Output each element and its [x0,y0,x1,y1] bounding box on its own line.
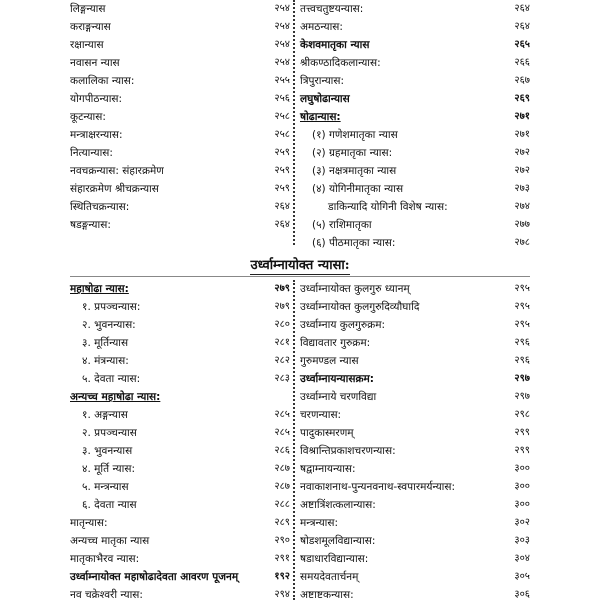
entry-title: मातृकाभैरव न्यास: [70,553,140,565]
entry-page-number: २५४ [274,57,290,68]
entry-title: स्थितिचक्रन्यास: [70,201,130,213]
entry-page-number: २५४ [274,21,290,32]
entry-page-number: २६४ [514,3,530,14]
entry-page-number: २५६ [274,93,290,104]
entry-title: चरणन्यास: [300,409,342,421]
toc-entry [70,514,290,532]
entry-title: नित्यान्यास: [70,147,113,159]
toc-entry [300,514,530,532]
entry-title: उर्ध्वाम्नायोक्त कुलगुरु ध्यानम् [300,283,410,295]
toc-entry [300,460,530,478]
toc-entry [300,280,530,298]
entry-page-number: २८५ [274,409,290,420]
entry-page-number: २६४ [274,219,290,230]
entry-page-number: २५८ [274,111,290,122]
toc-entry [300,316,530,334]
entry-page-number: ३०२ [514,517,530,528]
entry-page-number: ३०६ [514,589,530,600]
entry-title: ४. मूर्ति न्यास: [82,463,135,475]
entry-title: कूटन्यास: [70,111,106,123]
toc-entry [300,406,530,424]
entry-title: २. भुवनन्यास: [82,319,136,331]
entry-page-number: २७९ [274,283,290,294]
toc-entry [300,496,530,514]
toc-entry [70,72,290,90]
entry-page-number: २५९ [274,147,290,158]
entry-page-number: २८५ [274,427,290,438]
entry-title: षोढान्यास: [300,111,341,123]
entry-page-number: २५४ [274,3,290,14]
entry-page-number: २७२ [514,147,530,158]
entry-title: २. प्रपञ्चन्यास [82,427,137,439]
bottom-right-column [300,280,530,604]
entry-page-number: २९९ [514,445,530,456]
entry-title: पादुकास्मरणम् [300,427,354,439]
top-right-column [300,0,530,252]
entry-title: योगपीठन्यास: [70,93,123,105]
entry-title: उर्ध्वाम्नायन्यासक्रम: [300,373,374,385]
toc-entry [70,108,290,126]
entry-page-number: २९८ [514,409,530,420]
toc-entry [300,90,530,108]
entry-page-number: ३०० [514,481,530,492]
entry-title: ५. देवता न्यास: [82,373,141,385]
entry-title: (६) पीठमातृका न्यास: [312,237,396,249]
entry-page-number: २७३ [514,183,530,194]
entry-page-number: २९५ [514,283,530,294]
entry-page-number: २८९ [274,517,290,528]
entry-page-number: २९७ [514,373,530,384]
entry-title: विश्रान्तिप्रकाशचरणन्यास: [300,445,396,457]
entry-page-number: १९२ [274,571,290,582]
entry-title: त्रिपुरान्यास: [300,75,345,87]
toc-entry [70,496,290,514]
toc-entry [300,162,530,180]
entry-title: मन्त्राक्षरन्यास: [70,129,123,141]
entry-page-number: २७१ [514,129,530,140]
section-heading: उर्ध्वाम्नायोक्त न्यासा: [250,258,350,273]
toc-entry [70,334,290,352]
toc-entry [70,370,290,388]
entry-page-number: २९५ [514,301,530,312]
toc-entry [70,216,290,234]
entry-title: १. प्रपञ्चन्यास: [82,301,141,313]
entry-page-number: ३०५ [514,571,530,582]
entry-page-number: २६४ [514,21,530,32]
entry-title: अन्यच्च मातृका न्यास [70,535,150,547]
entry-title: अष्टाष्टकन्यास: [300,589,354,601]
entry-page-number: २५५ [274,75,290,86]
toc-entry [300,198,530,216]
entry-title: (५) राशिमातृका [312,219,372,231]
toc-entry [70,162,290,180]
entry-page-number: २६५ [514,39,530,50]
entry-title: षोडशमूलविद्यान्यास: [300,535,376,547]
toc-entry [300,424,530,442]
toc-entry [300,352,530,370]
entry-page-number: २५९ [274,165,290,176]
entry-title: रक्षान्यास [70,39,104,51]
toc-entry [70,478,290,496]
toc-entry [70,180,290,198]
entry-title: (२) ग्रहमातृका न्यास: [312,147,393,159]
entry-page-number: २७८ [514,237,530,248]
entry-page-number: २७९ [274,301,290,312]
entry-title: नवाकाशनाथ-पुन्यनवनाथ-स्वपारमर्यन्यास: [300,481,456,493]
toc-entry [300,568,530,586]
entry-title: डाकिन्यादि योगिनी विशेष न्यास: [328,201,448,213]
entry-title: षडङ्गन्यास: [70,219,111,231]
toc-entry [300,144,530,162]
entry-title: ३. भुवनन्यास [82,445,133,457]
entry-page-number: २६४ [274,201,290,212]
entry-page-number: २९१ [274,553,290,564]
entry-page-number: २७२ [514,165,530,176]
toc-entry [300,478,530,496]
entry-title: अमठन्यास: [300,21,343,33]
entry-title: ६. देवता न्यास [82,499,137,511]
toc-entry [70,316,290,334]
entry-page-number: २८८ [274,499,290,510]
entry-title: (४) योगिनीमातृका न्यास [312,183,404,195]
entry-title: महाषोढा न्यास: [70,283,129,295]
toc-entry [70,90,290,108]
toc-entry [70,406,290,424]
entry-title: अष्टात्रिंशत्कलान्यास: [300,499,376,511]
entry-title: अन्यच्च महाषोढा न्यास: [70,391,161,403]
entry-page-number: २५८ [274,129,290,140]
toc-entry [300,72,530,90]
entry-title: लघुषोढान्यास [300,93,350,105]
toc-entry [70,442,290,460]
toc-entry [300,442,530,460]
entry-page-number: २६७ [514,75,530,86]
entry-title: कराङ्गन्यास [70,21,111,33]
entry-title: उर्ध्वाम्नायोक्त कुलगुरुदिव्यौघादि [300,301,420,313]
entry-title: लिङ्गन्यास [70,3,106,15]
entry-title: नवासन न्यास [70,57,120,69]
top-left-column [70,0,290,234]
entry-page-number: २६९ [514,93,530,104]
entry-title: तत्त्वचतुष्टयन्यास: [300,3,364,15]
entry-page-number: २८७ [274,463,290,474]
entry-page-number: २८३ [274,373,290,384]
toc-entry [300,54,530,72]
entry-title: ४. मंत्रन्यास: [82,355,129,367]
entry-title: षडाधारविद्यान्यास: [300,553,369,565]
entry-page-number: २९६ [514,355,530,366]
toc-entry [70,54,290,72]
entry-title: कलालिका न्यास: [70,75,135,87]
entry-title: संहारक्रमेण श्रीचक्रन्यास [70,183,159,195]
section-rule [70,276,530,277]
toc-entry [300,370,530,388]
entry-page-number: २८० [274,319,290,330]
toc-entry [300,234,530,252]
column-divider-top [293,0,295,245]
toc-entry [70,550,290,568]
entry-page-number: २८६ [274,445,290,456]
toc-entry [70,36,290,54]
entry-page-number: २८७ [274,481,290,492]
toc-entry [70,0,290,18]
toc-entry [70,126,290,144]
entry-title: विद्यावतार गुरुक्रम: [300,337,371,349]
toc-entry [300,0,530,18]
toc-entry [300,388,530,406]
toc-entry [70,460,290,478]
entry-title: उर्ध्वाम्नायोक्त महाषोढादेवता आवरण पूजनम् [70,571,239,583]
entry-title: गुरुमण्डल न्यास [300,355,359,367]
entry-page-number: २९० [274,535,290,546]
entry-title: (३) नक्षत्रमातृका न्यास [312,165,397,177]
entry-page-number: २८२ [274,355,290,366]
entry-title: समयदेवतार्चनम् [300,571,359,583]
toc-entry [70,568,290,586]
entry-title: उर्ध्वाम्नाये चरणविद्या [300,391,377,403]
entry-title: श्रीकण्ठादिकलान्यास: [300,57,381,69]
entry-page-number: २७१ [514,111,530,122]
column-divider-bottom [293,280,295,600]
toc-entry [300,108,530,126]
entry-page-number: ३०४ [514,553,530,564]
entry-title: षद्वाम्नायन्यास: [300,463,356,475]
toc-entry [70,352,290,370]
entry-title: (१) गणेशमातृका न्यास [312,129,398,141]
toc-entry [300,126,530,144]
toc-entry [300,36,530,54]
entry-page-number: २५९ [274,183,290,194]
toc-entry [70,586,290,604]
toc-entry [70,424,290,442]
entry-page-number: २५४ [274,39,290,50]
toc-entry [300,334,530,352]
entry-title: ३. मूर्तिन्यास [82,337,129,349]
toc-entry [70,298,290,316]
toc-entry [300,216,530,234]
toc-entry [300,550,530,568]
entry-page-number: २६६ [514,57,530,68]
toc-entry [300,18,530,36]
toc-entry [70,144,290,162]
entry-page-number: ३०० [514,499,530,510]
entry-page-number: ३०३ [514,535,530,546]
entry-page-number: २९६ [514,337,530,348]
toc-entry [70,280,290,298]
bottom-left-column [70,280,290,604]
entry-title: केशवमातृका न्यास [300,39,370,51]
toc-entry [300,180,530,198]
entry-page-number: २७७ [514,219,530,230]
entry-title: मातृन्यास: [70,517,108,529]
entry-page-number: २९४ [274,589,290,600]
entry-page-number: २९५ [514,319,530,330]
toc-entry [70,388,290,406]
entry-title: १. अङ्गन्यास [82,409,128,421]
entry-page-number: २७४ [514,201,530,212]
entry-title: नवचक्रन्यास: संहारक्रमेण [70,165,164,177]
toc-entry [300,586,530,604]
entry-title: ५. मन्त्रन्यास [82,481,129,493]
entry-title: मन्त्रन्यास: [300,517,339,529]
entry-page-number: २९९ [514,427,530,438]
entry-page-number: २८१ [274,337,290,348]
toc-entry [70,532,290,550]
entry-title: उर्ध्वाम्नाय कुलगुरुक्रम: [300,319,386,331]
entry-page-number: ३०० [514,463,530,474]
toc-entry [70,18,290,36]
toc-entry [300,298,530,316]
entry-title: नव चक्रेश्वरी न्यास: [70,589,143,601]
entry-page-number: २९७ [514,391,530,402]
toc-entry [70,198,290,216]
toc-entry [300,532,530,550]
